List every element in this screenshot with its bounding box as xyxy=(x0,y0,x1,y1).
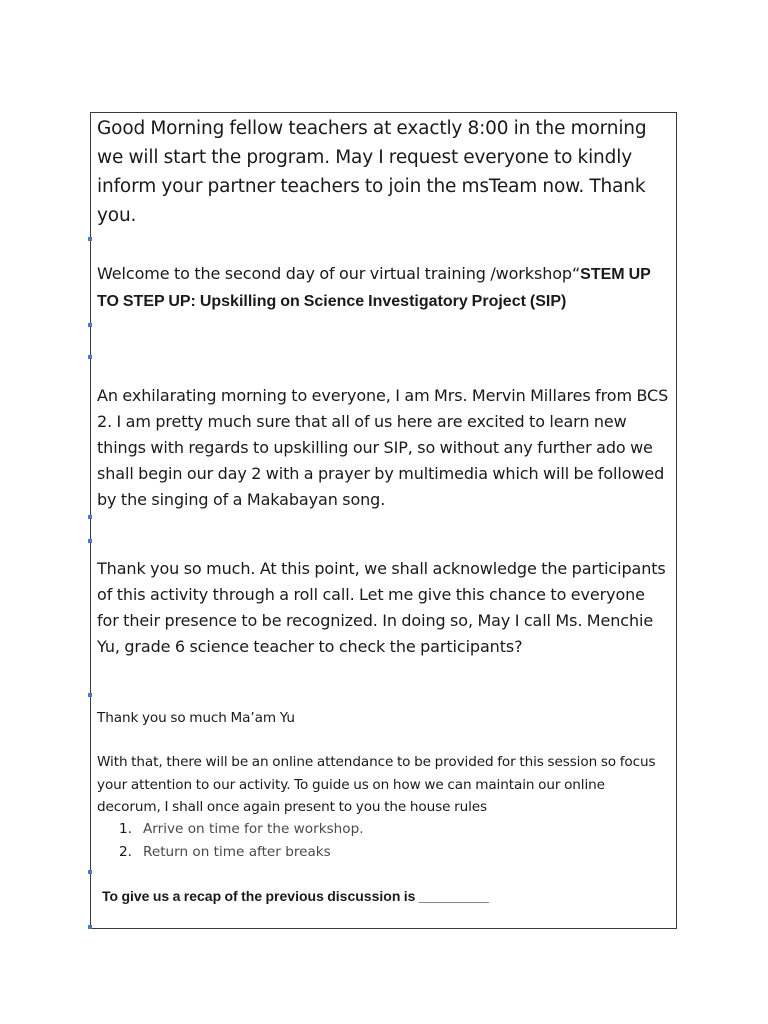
opening-paragraph: An exhilarating morning to everyone, I am Mrs. Mervin Millares from BCS 2. I am pretty much sure that all of us here are excited to learn new things with regards to upskilling our SIP, so without any further ado we shall begin our day 2 with a prayer by multimedia which will be followed by the singing of a Makabayan song. xyxy=(97,386,669,509)
list-item xyxy=(119,818,364,841)
paragraph-anchor-marker xyxy=(88,870,92,874)
recap-line: To give us a recap of the previous discussion is _________ xyxy=(102,888,489,904)
list-number: 1. xyxy=(119,821,132,837)
thanks-line: Thank you so much Ma’am Yu xyxy=(97,710,295,726)
title-separator: : xyxy=(190,293,200,310)
workshop-title: STEM UP TO STEP UP xyxy=(97,266,651,310)
attendance-paragraph: With that, there will be an online attendance to be provided for this session so focus your attention to our activity. To guide us on how we can maintain our online decorum, I shall once again present to you the house rules xyxy=(97,754,656,815)
intro-paragraph: Good Morning fellow teachers at exactly 8:00 in the morning we will start the program. May I request everyone to kindly inform your partner teachers to join the msTeam now. Thank you. xyxy=(97,118,647,226)
welcome-text: Welcome to the second day of our virtual training /workshop“ xyxy=(97,264,581,283)
paragraph-anchor-marker xyxy=(88,323,92,327)
welcome-paragraph xyxy=(97,261,669,315)
paragraph-anchor-marker xyxy=(88,355,92,359)
list-item-text: Return on time after breaks xyxy=(143,844,331,860)
list-number: 2. xyxy=(119,844,132,860)
list-item-text: Arrive on time for the workshop. xyxy=(143,821,364,837)
paragraph-anchor-marker xyxy=(88,925,92,929)
paragraph-anchor-marker xyxy=(88,539,92,543)
list-item xyxy=(119,841,364,864)
paragraph-anchor-marker xyxy=(88,515,92,519)
paragraph-anchor-marker xyxy=(88,693,92,697)
roll-call-paragraph: Thank you so much. At this point, we shall acknowledge the participants of this activity through a roll call. Let me give this chance to everyone for their presence to be recognized. In doing so, May I call Ms. Menchie Yu, grade 6 science teacher to check the participants? xyxy=(97,559,666,656)
paragraph-anchor-marker xyxy=(88,237,92,241)
house-rules-list xyxy=(119,818,364,864)
workshop-subtitle: Upskilling on Science Investigatory Project (SIP) xyxy=(199,293,567,310)
